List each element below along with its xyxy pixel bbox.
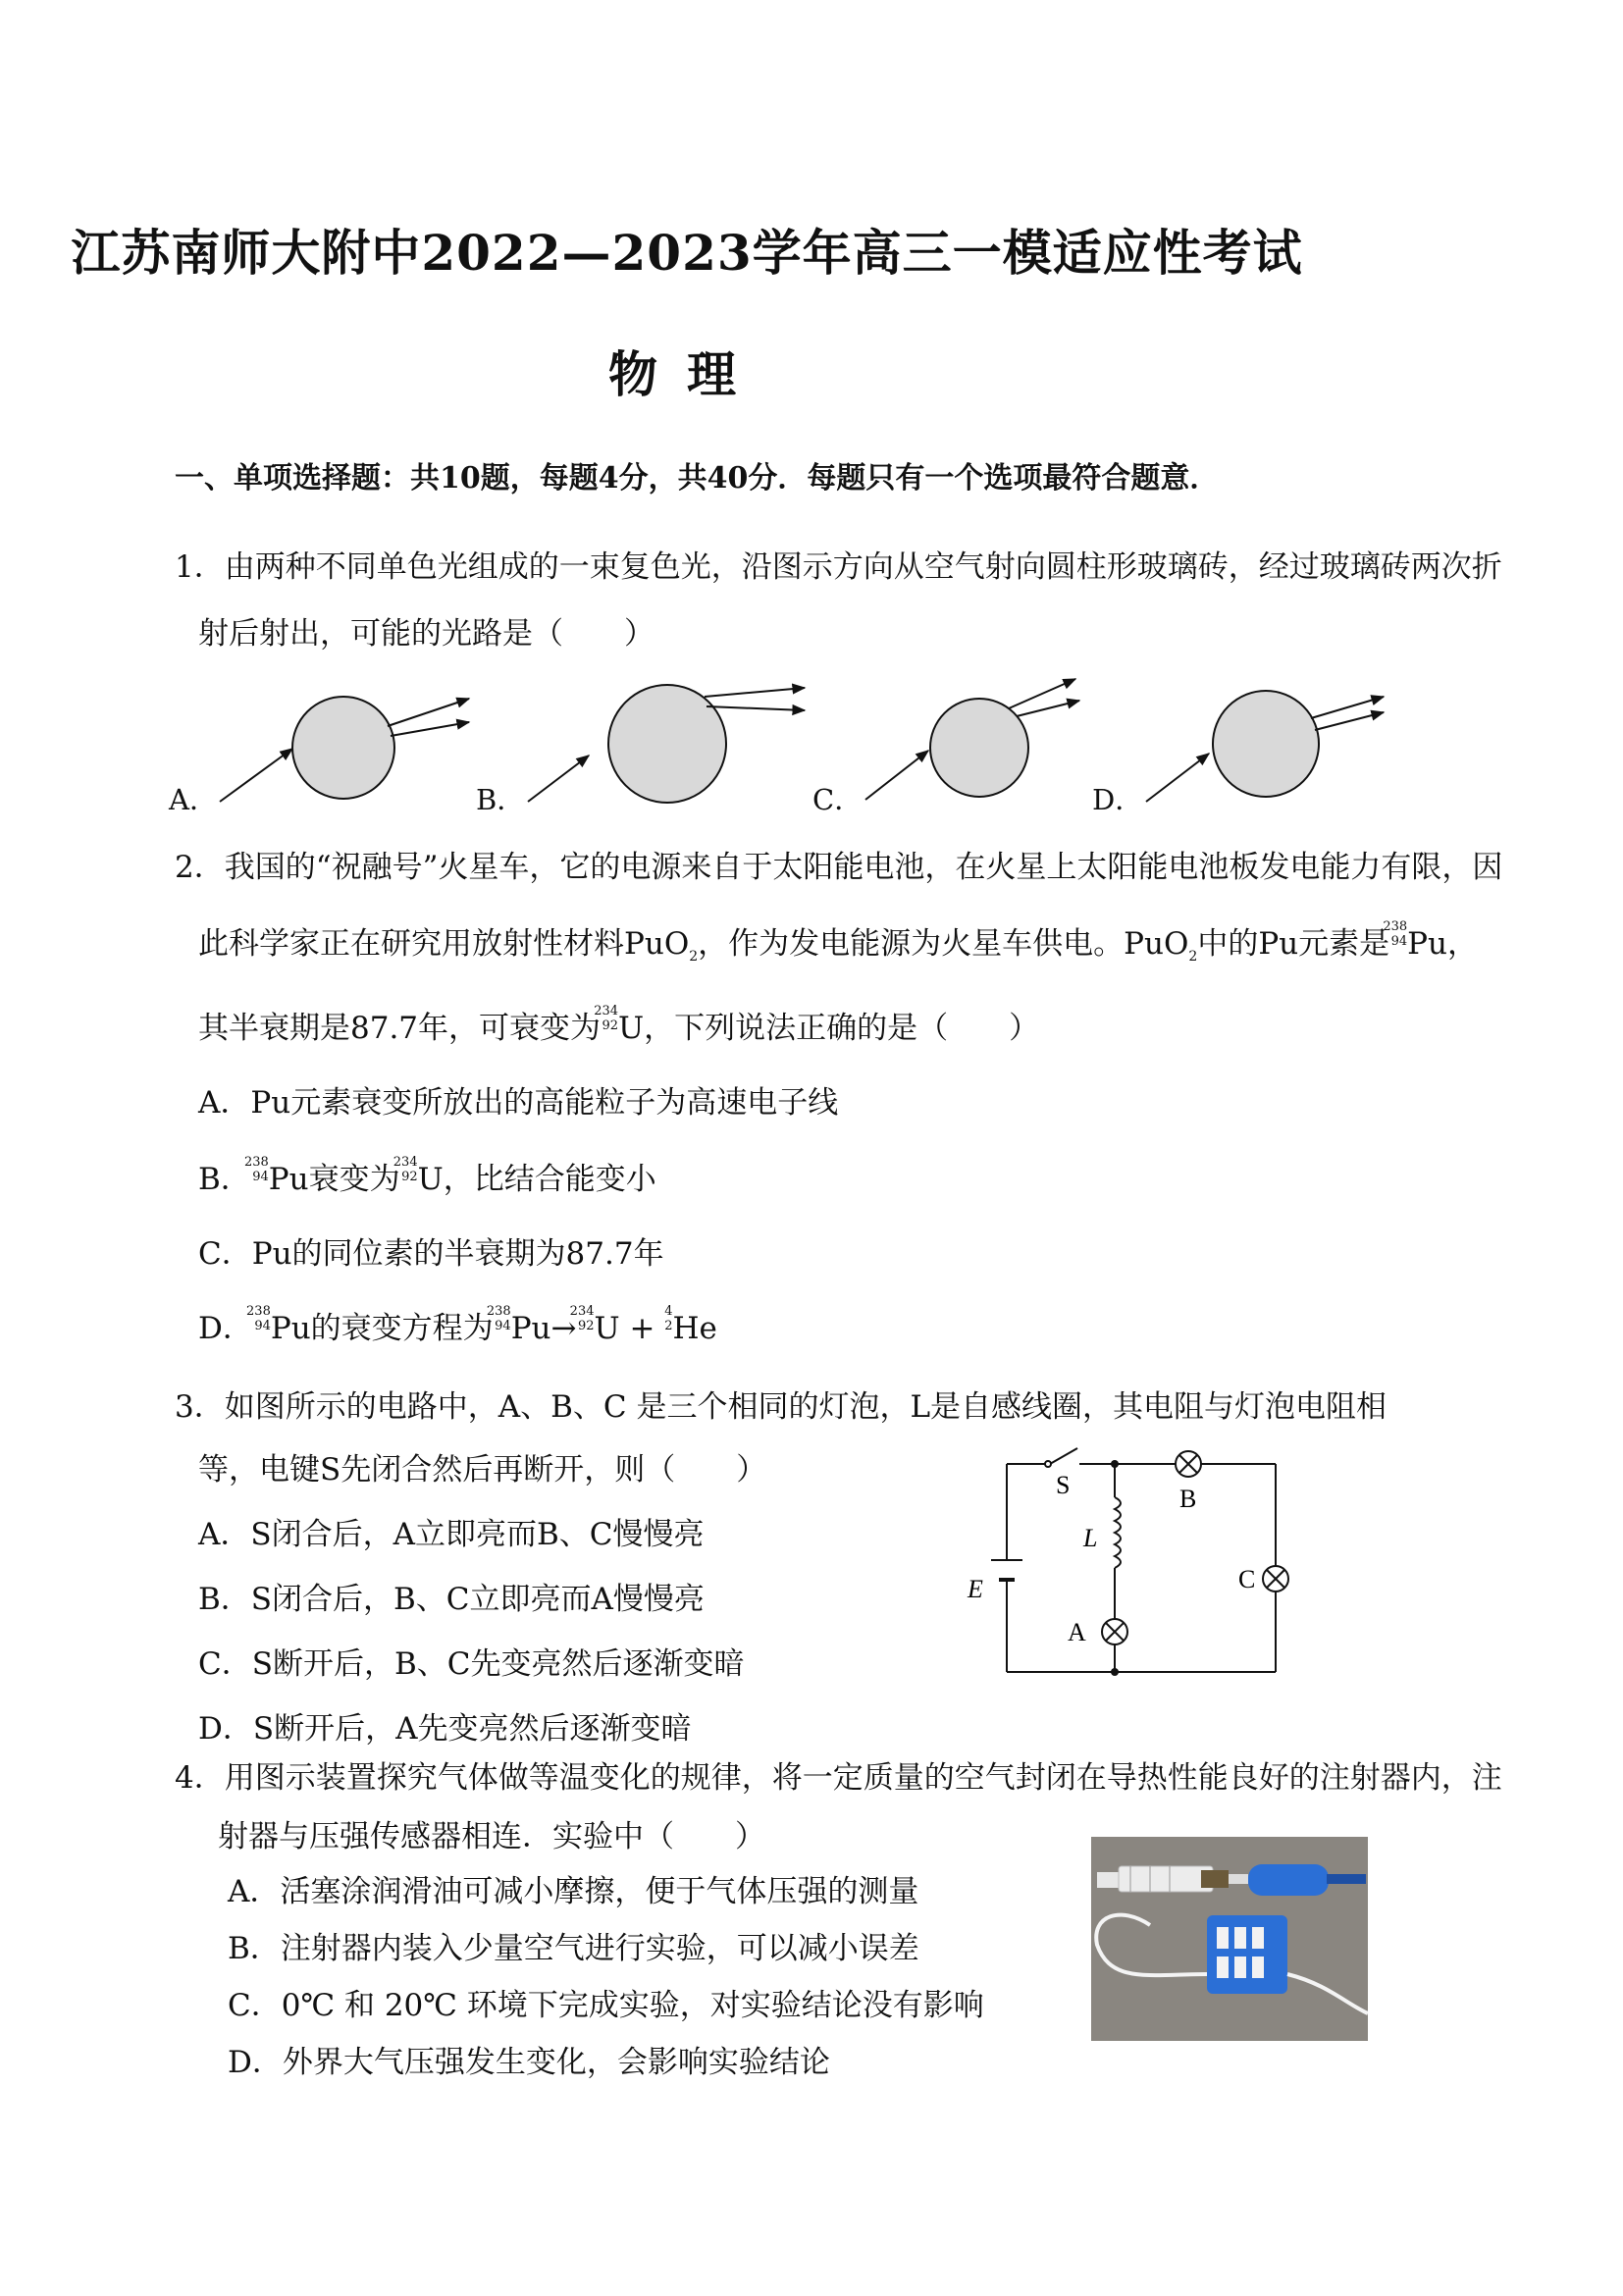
q2-text-line1: 2．我国的“祝融号”火星车，它的电源来自于太阳能电池，在火星上太阳能电池板发电能力有限，因 — [175, 850, 1503, 885]
q1-optics-figures — [157, 667, 1413, 814]
label-l: L — [1083, 1524, 1098, 1552]
q2-line2-part1: 此科学家正在研究用放射性材料PuO — [198, 926, 690, 962]
exam-title: 江苏南师大附中2022—2023学年高三一模适应性考试 — [71, 224, 1303, 282]
q4-option-c: C．0℃ 和 20℃ 环境下完成实验，对实验结论没有影响 — [228, 1988, 984, 2023]
q2-line2-part2: ，作为发电能源为火星车供电。PuO — [698, 926, 1189, 962]
q2-sub-2a: 2 — [689, 949, 699, 965]
q1-option-a-label: A． — [169, 783, 218, 816]
q3-option-c: C．S断开后，B、C先变亮然后逐渐变暗 — [198, 1646, 745, 1682]
label-c: C — [1238, 1565, 1256, 1593]
q2-option-a: A．Pu元素衰变所放出的高能粒子为高速电子线 — [198, 1085, 839, 1121]
q2-text-line3 — [198, 1003, 1039, 1047]
q3-text-line1: 3．如图所示的电路中，A、B、C 是三个相同的灯泡，L是自感线圈，其电阻与灯泡电阻相 — [175, 1389, 1387, 1425]
q1-text-line2: 射后射出，可能的光路是（ ） — [198, 616, 654, 652]
q3-option-a: A．S闭合后，A立即亮而B、C慢慢亮 — [198, 1517, 705, 1552]
q3-option-d: D．S断开后，A先变亮然后逐渐变暗 — [198, 1711, 692, 1747]
q2-line2-part3: 中的Pu元素是 — [1197, 926, 1390, 962]
q2-option-c: C．Pu的同位素的半衰期为87.7年 — [198, 1236, 664, 1272]
q2-sub-2b: 2 — [1188, 949, 1198, 965]
q4-text-line2: 射器与压强传感器相连．实验中（ ） — [218, 1819, 765, 1854]
q2-line2-part4: Pu， — [1407, 926, 1478, 962]
pu-nuclide-index: 238 94 — [1383, 919, 1408, 949]
q1-option-b-label: B． — [476, 783, 526, 816]
q3-circuit-diagram — [952, 1433, 1305, 1688]
q4-option-a: A．活塞涂润滑油可减小摩擦，便于气体压强的测量 — [228, 1874, 919, 1909]
q2-line3-part2: U，下列说法正确的是（ ） — [618, 1011, 1040, 1046]
q3-text-line2: 等，电键S先闭合然后再断开，则（ ） — [198, 1452, 767, 1487]
q1-text-line1: 1．由两种不同单色光组成的一束复色光，沿图示方向从空气射向圆柱形玻璃砖，经过玻璃砖两次折 — [175, 549, 1502, 585]
q2-option-d: D． 238 94 Pu的衰变方程为 238 94 Pu→ 234 92 U + 4 2 He — [198, 1304, 717, 1346]
q2-option-b: B． 238 94 Pu衰变为 234 92 U，比结合能变小 — [198, 1155, 656, 1197]
q2-text-line2 — [198, 918, 1478, 965]
q1-figure-d — [1146, 691, 1384, 802]
q4-option-d: D．外界大气压强发生变化，会影响实验结论 — [228, 2045, 830, 2080]
label-e: E — [968, 1575, 983, 1603]
q3-option-b: B．S闭合后，B、C立即亮而A慢慢亮 — [198, 1582, 705, 1617]
q1-option-c-label: C． — [812, 783, 864, 816]
lamp-c-icon — [1263, 1566, 1288, 1592]
q1-figure-c — [865, 679, 1079, 800]
label-a: A — [1068, 1618, 1086, 1646]
lamp-a-icon — [1102, 1619, 1127, 1644]
label-b: B — [1179, 1485, 1197, 1513]
subject-title: 物理 — [608, 345, 765, 403]
section-heading: 一、单项选择题：共10题，每题4分，共40分．每题只有一个选项最符合题意． — [175, 461, 1220, 496]
q4-apparatus-photo — [1091, 1837, 1368, 2041]
q4-text-line1: 4．用图示装置探究气体做等温变化的规律，将一定质量的空气封闭在导热性能良好的注射器内，注 — [175, 1760, 1502, 1796]
q1-figure-a — [220, 697, 469, 802]
q1-figure-b — [528, 685, 805, 803]
q2-line3-part1: 其半衰期是87.7年，可衰变为 — [198, 1011, 602, 1046]
u-nuclide-index: 234 92 — [594, 1004, 619, 1033]
q4-option-b: B．注射器内装入少量空气进行实验，可以减小误差 — [228, 1931, 919, 1966]
q1-option-d-label: D． — [1092, 783, 1144, 816]
lamp-b-icon — [1176, 1451, 1201, 1477]
label-s: S — [1056, 1471, 1071, 1499]
